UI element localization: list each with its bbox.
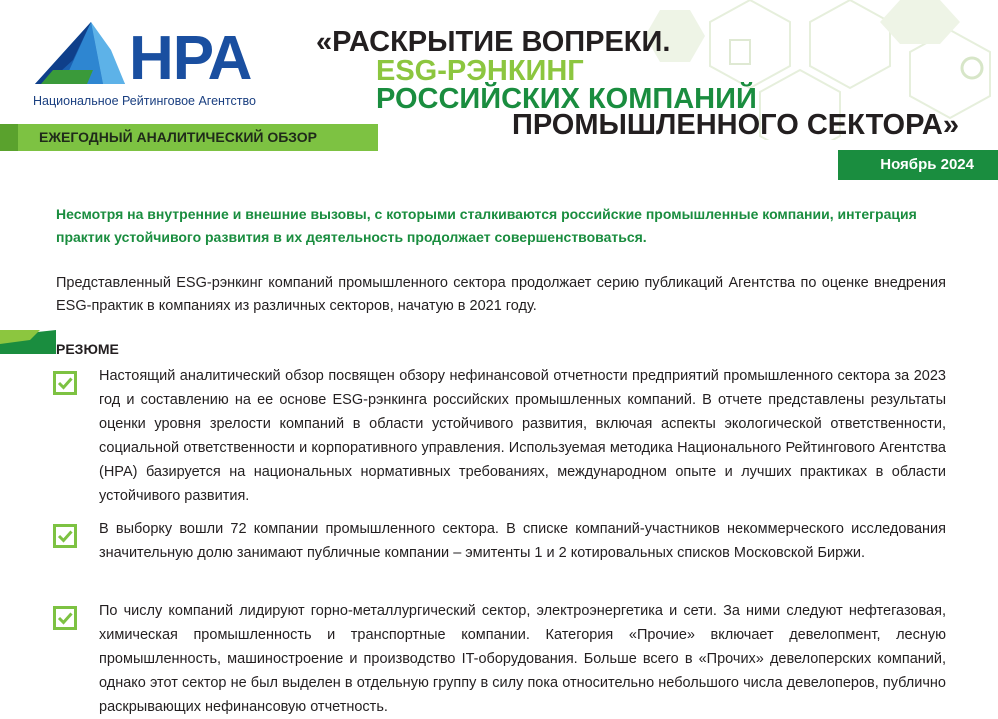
report-title-line-3: РОССИЙСКИХ КОМПАНИЙ <box>376 83 757 115</box>
date-tab: Ноябрь 2024 <box>838 150 998 180</box>
category-label: ЕЖЕГОДНЫЙ АНАЛИТИЧЕСКИЙ ОБЗОР <box>39 129 317 145</box>
checkbox-check-icon <box>53 371 77 395</box>
checkbox-check-icon <box>53 606 77 630</box>
category-bar-accent <box>0 124 18 151</box>
lead-paragraph: Несмотря на внутренние и внешние вызовы, с которыми сталкиваются российские промышленные компании, интеграция практик устойчивого развития в их деятельность продолжает совершенствоваться. <box>56 206 917 245</box>
checkbox-check-icon <box>53 524 77 548</box>
summary-item-text: Настоящий аналитический обзор посвящен обзору нефинансовой отчетности предприятий промышленного сектора за 2023 год и составлению на ее основе ESG-рэнкинга российских промышленных компаний. В отчете представлены результаты оценки уровня зрелости компаний в области устойчивого развития, включая аспекты экологической ответственности, социальной ответственности и корпоративного управления. Используемая методика Национального Рейтингового Агентства (НРА) базируется на национальных нормативных требованиях, международном опыте и лучших практиках в области устойчивого развития. <box>99 368 946 504</box>
summary-item-text: По числу компаний лидируют горно-металлургический сектор, электроэнергетика и сети. За ними следуют нефтегазовая, химическая промышленность и транспортные компании. Категория «Прочие» включает девелопмент, лесную промышленность, машиностроение и производство IT-оборудования. Больше всего в «Прочих» девелоперских компаний, однако этот сектор не был выделен в отдельную группу в силу пока относительно небольшого числа девелоперов, публично раскрывающих нефинансовую отчетность. <box>99 603 946 715</box>
logo-triangle-icon <box>33 20 129 90</box>
nra-logo <box>33 20 273 112</box>
logo-caption: Национальное Рейтинговое Агентство <box>33 94 256 108</box>
section-title: РЕЗЮМЕ <box>56 341 119 357</box>
section-stripe-icon <box>0 330 56 354</box>
intro-paragraph: Представленный ESG-рэнкинг компаний промышленного сектора продолжает серию публикаций Агентства по оценке внедрения ESG-практик в компаниях из различных секторов, начатую в 2021 году. <box>56 275 946 314</box>
report-title-line-4: ПРОМЫШЛЕННОГО СЕКТОРА» <box>512 109 959 141</box>
report-title-line-2: ESG-РЭНКИНГ <box>376 55 584 87</box>
report-title-line-1: «РАСКРЫТИЕ ВОПРЕКИ. <box>316 26 671 58</box>
logo-letters: НРА <box>129 24 252 93</box>
summary-item-text: В выборку вошли 72 компании промышленного сектора. В списке компаний-участников некоммерческого исследования значительную долю занимают публичные компании – эмитенты 1 и 2 котировальных списков Московской Биржи. <box>99 521 946 561</box>
